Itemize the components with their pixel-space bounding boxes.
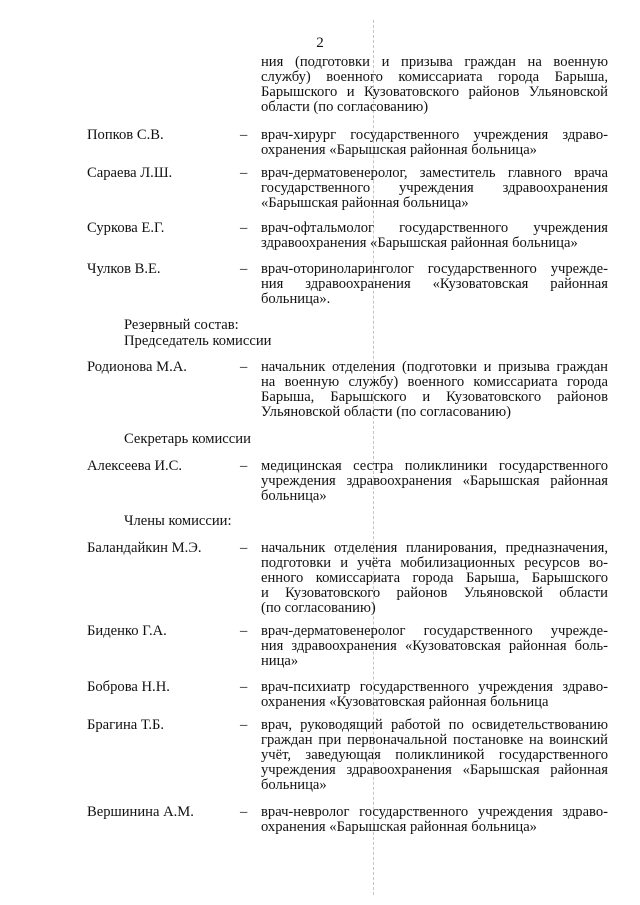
- text-line: ния здравоохранения «Кузоватовская районная боль-: [261, 638, 608, 654]
- text-line: государственного учреждения здравоохранения: [261, 180, 608, 196]
- text-line: начальник отделения планирования, предназначения,: [261, 540, 608, 556]
- chair-heading: Председатель комиссии: [124, 333, 272, 349]
- member-position: [261, 805, 608, 835]
- dash-separator: –: [240, 261, 248, 277]
- members-heading: Члены комиссии:: [124, 513, 232, 529]
- text-line: больница»: [261, 777, 327, 793]
- text-line: Барышского и Кузоватовского районов Ульяновской: [261, 84, 608, 100]
- member-position: [261, 459, 608, 504]
- dash-separator: –: [240, 165, 248, 181]
- member-name: Алексеева И.С.: [87, 458, 183, 474]
- text-line: Барыша, Барышского и Кузоватовского районов: [261, 389, 608, 405]
- text-line: врач-хирург государственного учреждения здраво-: [261, 127, 608, 143]
- member-position: [261, 262, 608, 307]
- text-line: и Кузоватовского районов Ульяновской области: [261, 585, 608, 601]
- dash-separator: –: [240, 717, 248, 733]
- text-line: ния (подготовки и призыва граждан на военную: [261, 54, 608, 70]
- dash-separator: –: [240, 679, 248, 695]
- member-name: Брагина Т.Б.: [87, 717, 165, 733]
- dash-separator: –: [240, 220, 248, 236]
- text-line: службу) военного комиссариата города Барыша,: [261, 69, 608, 85]
- member-name: Вершинина А.М.: [87, 804, 194, 820]
- member-name: Чулков В.Е.: [87, 261, 161, 277]
- member-position: [261, 718, 608, 793]
- text-line: охранения «Барышская районная больница»: [261, 142, 537, 158]
- member-position: [261, 128, 608, 158]
- text-line: врач-оториноларинголог государственного учрежде-: [261, 261, 608, 277]
- text-line: больница»: [261, 488, 327, 504]
- text-line: енного комиссариата города Барыша, Барышского: [261, 570, 608, 586]
- member-name: Биденко Г.А.: [87, 623, 167, 639]
- dash-separator: –: [240, 359, 248, 375]
- text-line: граждан при первоначальной постановке на воинский: [261, 732, 608, 748]
- text-line: ния здравоохранения «Кузоватовская районная: [261, 276, 608, 292]
- text-line: на военную службу) военного комиссариата города: [261, 374, 608, 390]
- reserve-heading: Резервный состав:: [124, 317, 239, 333]
- member-position: [261, 221, 608, 251]
- text-line: врач-офтальмолог государственного учреждения: [261, 220, 608, 236]
- text-line: учёт, заведующая поликлиникой государственного: [261, 747, 608, 763]
- text-line: врач-дерматовенеролог государственного учрежде-: [261, 623, 608, 639]
- continuation-text: [261, 55, 608, 115]
- text-line: врач-психиатр государственного учреждения здраво-: [261, 679, 608, 695]
- text-line: врач-дерматовенеролог, заместитель главного врача: [261, 165, 608, 181]
- member-name: Сараева Л.Ш.: [87, 165, 173, 181]
- text-line: (по согласованию): [261, 600, 376, 616]
- member-position: [261, 680, 608, 710]
- text-line: начальник отделения (подготовки и призыва граждан: [261, 359, 608, 375]
- member-name: Баландайкин М.Э.: [87, 540, 202, 556]
- dash-separator: –: [240, 127, 248, 143]
- text-line: «Барышская районная больница»: [261, 195, 469, 211]
- member-name: Попков С.В.: [87, 127, 164, 143]
- secretary-heading: Секретарь комиссии: [124, 431, 251, 447]
- text-line: учреждения здравоохранения «Барышская районная: [261, 473, 608, 489]
- member-name: Суркова Е.Г.: [87, 220, 165, 236]
- text-line: медицинская сестра поликлиники государственного: [261, 458, 608, 474]
- page-number: 2: [316, 35, 324, 51]
- dash-separator: –: [240, 540, 248, 556]
- text-line: здравоохранения «Барышская районная больница»: [261, 235, 578, 251]
- text-line: больница».: [261, 291, 331, 307]
- text-line: Ульяновской области (по согласованию): [261, 404, 511, 420]
- member-position: [261, 624, 608, 669]
- text-line: ница»: [261, 653, 299, 669]
- text-line: подготовки и учёта мобилизационных ресурсов во-: [261, 555, 608, 571]
- member-name: Родионова М.А.: [87, 359, 187, 375]
- text-line: охранения «Кузоватовская районная больница: [261, 694, 549, 710]
- text-line: врач-невролог государственного учреждения здраво-: [261, 804, 608, 820]
- dash-separator: –: [240, 804, 248, 820]
- text-line: области (по согласованию): [261, 99, 429, 115]
- member-position: [261, 360, 608, 420]
- dash-separator: –: [240, 458, 248, 474]
- text-line: врач, руководящий работой по освидетельствованию: [261, 717, 608, 733]
- member-position: [261, 541, 608, 616]
- text-line: учреждения здравоохранения «Барышская районная: [261, 762, 608, 778]
- text-line: охранения «Барышская районная больница»: [261, 819, 537, 835]
- dash-separator: –: [240, 623, 248, 639]
- member-name: Боброва Н.Н.: [87, 679, 170, 695]
- member-position: [261, 166, 608, 211]
